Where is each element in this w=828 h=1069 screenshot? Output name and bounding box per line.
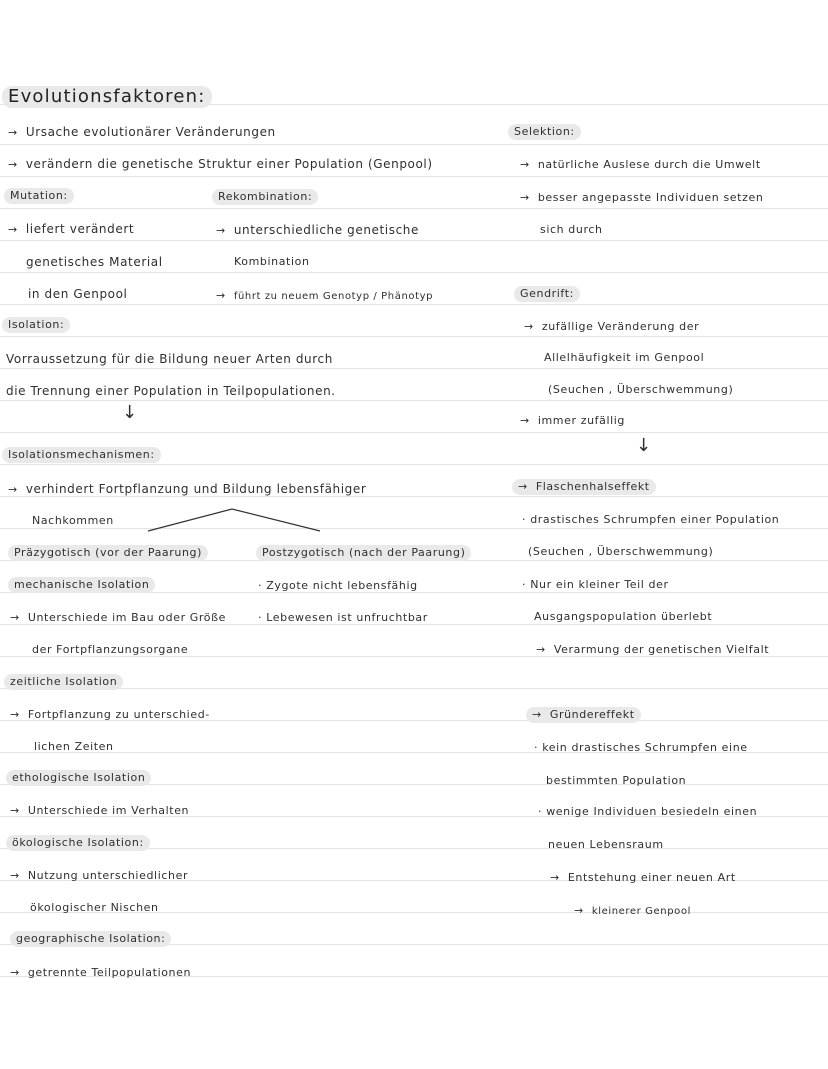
selektion-line bbox=[520, 190, 763, 206]
isolation-heading: Isolation: bbox=[2, 317, 70, 333]
arrow-icon: → bbox=[216, 289, 226, 302]
gendrift-line bbox=[520, 413, 625, 429]
gruender-line: bestimmten Population bbox=[546, 774, 687, 787]
ruled-line bbox=[0, 432, 828, 433]
selektion-text: natürliche Auslese durch die Umwelt bbox=[537, 158, 761, 171]
gruender-line: neuen Lebensraum bbox=[548, 838, 664, 851]
ruled-line bbox=[0, 208, 828, 209]
gruender-heading bbox=[526, 707, 641, 723]
ruled-line bbox=[0, 144, 828, 145]
rekombination-heading: Rekombination: bbox=[212, 189, 318, 205]
mutation-line: in den Genpool bbox=[28, 287, 128, 301]
ruled-line bbox=[0, 528, 828, 529]
gruender-text: kein drastisches Schrumpfen eine bbox=[542, 741, 748, 754]
branch-diagram bbox=[140, 505, 330, 537]
flaschenhals-text: Verarmung der genetischen Vielfalt bbox=[553, 643, 770, 656]
gruender-line bbox=[574, 903, 691, 920]
praezygotisch-line bbox=[10, 610, 226, 626]
gruender-text: kleinerer Genpool bbox=[591, 906, 691, 917]
rekombination-line bbox=[216, 222, 419, 239]
gruender-text: Entstehung einer neuen Art bbox=[567, 871, 736, 884]
postzygotisch-text: Zygote nicht lebensfähig bbox=[266, 579, 418, 592]
arrow-icon: → bbox=[8, 223, 18, 236]
rekombination-line bbox=[216, 288, 433, 305]
intro-line bbox=[8, 156, 433, 173]
gruender-line bbox=[550, 870, 736, 886]
praezygotisch-line: lichen Zeiten bbox=[34, 740, 114, 753]
postzygotisch-heading: Postzygotisch (nach der Paarung) bbox=[256, 545, 471, 561]
selektion-line bbox=[520, 157, 761, 173]
gruender-heading-text: Gründereffekt bbox=[549, 708, 635, 721]
zeitliche-isolation-heading: zeitliche Isolation bbox=[4, 674, 123, 690]
arrow-icon: → bbox=[10, 611, 20, 624]
arrow-icon: → bbox=[216, 224, 226, 237]
gendrift-text: immer zufällig bbox=[537, 414, 626, 427]
praezygotisch-line: ökologischer Nischen bbox=[30, 901, 159, 914]
praezygotisch-text: getrennte Teilpopulationen bbox=[27, 966, 192, 979]
ruled-line bbox=[0, 176, 828, 177]
arrow-icon: → bbox=[536, 643, 546, 656]
gruender-line: · kein drastisches Schrumpfen eine bbox=[534, 741, 748, 754]
isolation-line: die Trennung einer Population in Teilpopulationen. bbox=[6, 384, 336, 398]
intro-line bbox=[8, 124, 276, 141]
intro-text: verändern die genetische Struktur einer Population (Genpool) bbox=[25, 157, 433, 171]
praezygotisch-text: Unterschiede im Bau oder Größe bbox=[27, 611, 227, 624]
mutation-line bbox=[8, 221, 134, 238]
gendrift-line: (Seuchen , Überschwemmung) bbox=[548, 383, 734, 396]
flaschenhals-text: Nur ein kleiner Teil der bbox=[530, 578, 669, 591]
isolationsmechanismen-line: Nachkommen bbox=[32, 514, 114, 527]
praezygotisch-line: der Fortpflanzungsorgane bbox=[32, 643, 189, 656]
arrow-icon: → bbox=[532, 708, 542, 721]
ruled-line bbox=[0, 464, 828, 465]
mechanische-isolation-heading: mechanische Isolation bbox=[8, 577, 155, 593]
praezygotisch-line bbox=[10, 868, 188, 884]
arrow-icon: → bbox=[520, 414, 530, 427]
isolation-line: Vorraussetzung für die Bildung neuer Arten durch bbox=[6, 352, 333, 366]
arrow-icon: → bbox=[10, 708, 20, 721]
flaschenhals-line: · drastisches Schrumpfen einer Population bbox=[522, 513, 780, 526]
praezygotisch-heading: Präzygotisch (vor der Paarung) bbox=[8, 545, 208, 561]
isolationsmechanismen-line bbox=[8, 481, 366, 498]
gruender-text: wenige Individuen besiedeln einen bbox=[546, 805, 758, 818]
praezygotisch-line bbox=[10, 707, 210, 723]
arrow-icon: → bbox=[10, 804, 20, 817]
flaschenhals-line: Ausgangspopulation überlebt bbox=[534, 610, 713, 623]
praezygotisch-text: Fortpflanzung zu unterschied- bbox=[27, 708, 210, 721]
arrow-icon: → bbox=[524, 320, 534, 333]
down-arrow-icon: ↓ bbox=[636, 435, 652, 456]
geographische-isolation-heading: geographische Isolation: bbox=[10, 931, 171, 947]
selektion-line: sich durch bbox=[540, 223, 603, 236]
selektion-heading: Selektion: bbox=[508, 124, 581, 140]
intro-text: Ursache evolutionärer Veränderungen bbox=[25, 125, 276, 139]
arrow-icon: → bbox=[8, 126, 18, 139]
arrow-icon: → bbox=[10, 869, 20, 882]
arrow-icon: → bbox=[550, 871, 560, 884]
postzygotisch-line: · Lebewesen ist unfruchtbar bbox=[258, 611, 428, 624]
arrow-icon: → bbox=[10, 966, 20, 979]
arrow-icon: → bbox=[520, 158, 530, 171]
gendrift-line bbox=[524, 319, 699, 335]
oekologische-isolation-heading: ökologische Isolation: bbox=[6, 835, 150, 851]
ruled-line bbox=[0, 368, 828, 369]
flaschenhals-text: drastisches Schrumpfen einer Population bbox=[530, 513, 780, 526]
ruled-line bbox=[0, 400, 828, 401]
ruled-line bbox=[0, 688, 828, 689]
praezygotisch-text: Nutzung unterschiedlicher bbox=[27, 869, 189, 882]
page-title: Evolutionsfaktoren: bbox=[2, 86, 212, 108]
down-arrow-icon: ↓ bbox=[122, 402, 138, 423]
branch-line bbox=[148, 509, 320, 531]
flaschenhals-heading bbox=[512, 479, 656, 495]
flaschenhals-line bbox=[536, 642, 769, 658]
flaschenhals-line: · Nur ein kleiner Teil der bbox=[522, 578, 669, 591]
gruender-line: · wenige Individuen besiedeln einen bbox=[538, 805, 758, 818]
flaschenhals-line: (Seuchen , Überschwemmung) bbox=[528, 545, 714, 558]
rekombination-text: unterschiedliche genetische bbox=[233, 223, 419, 237]
mutation-line: genetisches Material bbox=[26, 255, 163, 269]
isolationsmechanismen-text: verhindert Fortpflanzung und Bildung lebensfähiger bbox=[25, 482, 367, 496]
ruled-line bbox=[0, 336, 828, 337]
ruled-line bbox=[0, 240, 828, 241]
selektion-text: besser angepasste Individuen setzen bbox=[537, 191, 764, 204]
gendrift-text: zufällige Veränderung der bbox=[541, 320, 700, 333]
rekombination-text: führt zu neuem Genotyp / Phänotyp bbox=[233, 291, 434, 302]
rekombination-line: Kombination bbox=[234, 255, 310, 268]
arrow-icon: → bbox=[8, 483, 18, 496]
ruled-line bbox=[0, 272, 828, 273]
arrow-icon: → bbox=[574, 904, 584, 917]
arrow-icon: → bbox=[520, 191, 530, 204]
arrow-icon: → bbox=[518, 480, 528, 493]
praezygotisch-text: Unterschiede im Verhalten bbox=[27, 804, 190, 817]
postzygotisch-line: · Zygote nicht lebensfähig bbox=[258, 579, 418, 592]
isolationsmechanismen-heading: Isolationsmechanismen: bbox=[2, 447, 161, 463]
arrow-icon: → bbox=[8, 158, 18, 171]
mutation-heading: Mutation: bbox=[4, 188, 74, 204]
ethologische-isolation-heading: ethologische Isolation bbox=[6, 770, 151, 786]
gendrift-line: Allelhäufigkeit im Genpool bbox=[544, 351, 705, 364]
mutation-text: liefert verändert bbox=[25, 222, 135, 236]
gendrift-heading: Gendrift: bbox=[514, 286, 580, 302]
flaschenhals-heading-text: Flaschenhalseffekt bbox=[535, 480, 650, 493]
postzygotisch-text: Lebewesen ist unfruchtbar bbox=[266, 611, 428, 624]
praezygotisch-line bbox=[10, 803, 189, 819]
praezygotisch-line bbox=[10, 965, 191, 981]
